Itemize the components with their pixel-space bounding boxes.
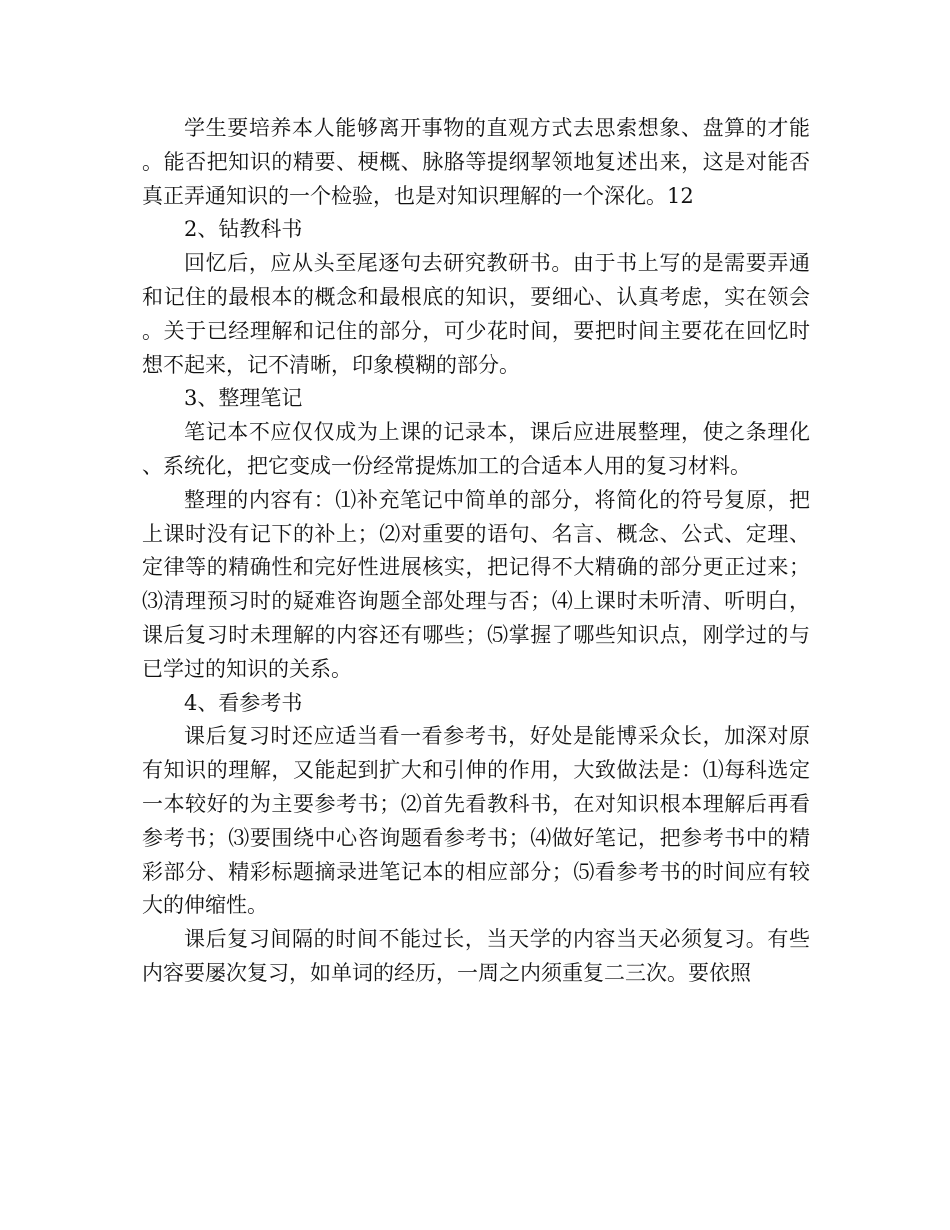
paragraph-reference: 课后复习时还应适当看一看参考书，好处是能博采众长，加深对原有知识的理解，又能起到扩大和引伸的作用，大致做法是：⑴每科选定一本较好的为主要参考书；⑵首先看教科书，在对知识根本理解后再看参考书；⑶要围绕中心咨询题看参考书；⑷做好笔记，把参考书中的精彩部分、精彩标题摘录进笔记本的相应部分；⑸看参考书的时间应有较大的伸缩性。 bbox=[142, 724, 810, 918]
document-body bbox=[142, 112, 810, 991]
paragraph-review-interval: 课后复习间隔的时间不能过长，当天学的内容当天必须复习。有些内容要屡次复习，如单词的经历，一周之内须重复二三次。要依照 bbox=[142, 927, 810, 985]
paragraph-notes: 笔记本不应仅仅成为上课的记录本，课后应进展整理，使之条理化、系统化，把它变成一份经常提炼加工的合适本人用的复习材料。 bbox=[142, 420, 810, 478]
section-heading-textbook: 2、钻教科书 bbox=[184, 217, 303, 242]
paragraph-intro-thinking: 学生要培养本人能够离开事物的直观方式去思索想象、盘算的才能。能否把知识的精要、梗概、脉胳等提纲挈领地复述出来，这是对能否真正弄通知识的一个检验，也是对知识理解的一个深化。12 bbox=[142, 116, 810, 208]
section-heading-reference: 4、看参考书 bbox=[184, 690, 303, 715]
section-heading-notes: 3、整理笔记 bbox=[184, 386, 303, 411]
paragraph-textbook: 回忆后，应从头至尾逐句去研究教研书。由于书上写的是需要弄通和记住的最根本的概念和最根底的知识，要细心、认真考虑，实在领会。关于已经理解和记住的部分，可少花时间，要把时间主要花在回忆时想不起来，记不清晰，印象模糊的部分。 bbox=[142, 251, 810, 377]
paragraph-notes-content: 整理的内容有：⑴补充笔记中简单的部分，将简化的符号复原，把上课时没有记下的补上；⑵对重要的语句、名言、概念、公式、定理、定律等的精确性和完好性进展核实，把记得不大精确的部分更正过来；⑶清理预习时的疑难咨询题全部处理与否；⑷上课时未听清、听明白，课后复习时未理解的内容还有哪些；⑸掌握了哪些知识点，刚学过的与已学过的知识的关系。 bbox=[142, 487, 810, 681]
